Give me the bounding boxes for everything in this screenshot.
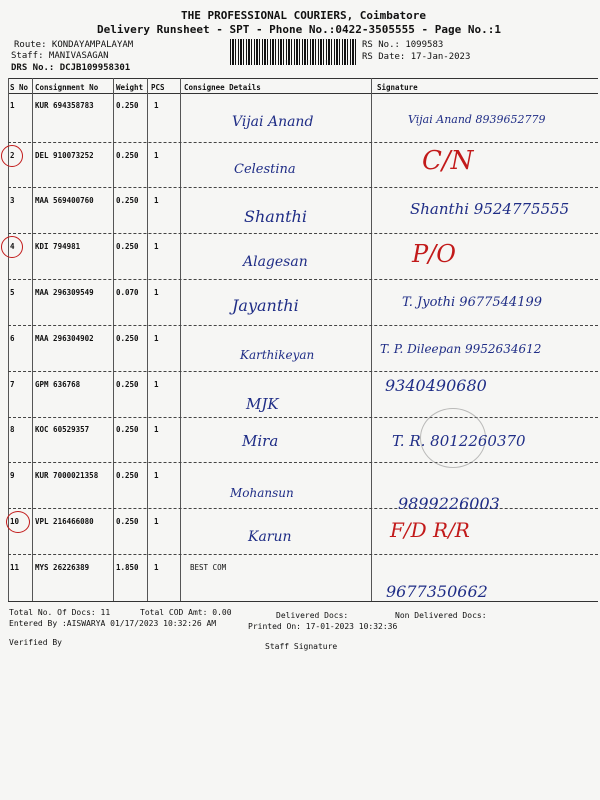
row-consignment-no: MAA 296304902 [35,334,94,343]
row-weight: 0.250 [116,471,139,480]
row-sno: 6 [10,334,15,343]
row-consignee: Karthikeyan [240,348,315,362]
row-signature: 9340490680 [385,376,487,395]
row-sno: 5 [10,288,15,297]
row-weight: 0.250 [116,425,139,434]
printed-on: Printed On: 17-01-2023 10:32:36 [248,622,398,631]
row-signature: C/N [422,146,474,176]
row-separator [8,508,598,509]
row-pcs: 1 [154,334,159,343]
row-signature: T. P. Dileepan 9952634612 [380,342,542,356]
row-pcs: 1 [154,517,159,526]
row-weight: 1.850 [116,563,139,572]
row-consignee: Celestina [234,162,296,177]
col-divider [32,78,33,601]
row-pcs: 1 [154,563,159,572]
row-separator [8,142,598,143]
verified-by: Verified By [9,638,62,647]
row-consignee: Mohansun [230,486,294,500]
row-consignment-no: MAA 569400760 [35,196,94,205]
col-header-weight: Weight [116,83,144,92]
row-consignee: BEST COM [190,563,227,572]
row-consignee: Karun [248,529,292,545]
row-consignee: Vijai Anand [232,114,314,130]
row-consignment-no: KDI 794981 [35,242,81,251]
entered-by: Entered By :AISWARYA 01/17/2023 10:32:26 AM [9,619,217,628]
row-pcs: 1 [154,151,159,160]
row-sno: 1 [10,101,15,110]
row-weight: 0.070 [116,288,139,297]
col-divider [147,78,148,601]
row-signature: 9899226003 [398,494,500,513]
row-consignment-no: DEL 910073252 [35,151,94,160]
row-signature: Vijai Anand 8939652779 [408,113,546,126]
row-sno: 9 [10,471,15,480]
non-delivered-docs: Non Delivered Docs: [395,611,487,620]
total-docs: Total No. Of Docs: 11 [9,608,111,617]
rs-date: RS Date: 17-Jan-2023 [362,52,471,62]
table-bottom-rule [8,601,598,602]
col-header-signature: Signature [377,83,418,92]
total-cod-amount: Total COD Amt: 0.00 [140,608,232,617]
row-separator [8,279,598,280]
route-label: Route: KONDAYAMPALAYAM [14,40,134,50]
row-consignee: Alagesan [243,254,308,270]
row-separator [8,371,598,372]
row-consignment-no: GPM 636768 [35,380,81,389]
col-divider [180,78,181,601]
col-divider [371,78,372,601]
row-pcs: 1 [154,425,159,434]
row-sno: 2 [10,151,15,160]
table-top-rule [8,78,598,79]
row-pcs: 1 [154,196,159,205]
row-consignment-no: KUR 694358783 [35,101,94,110]
row-sno: 11 [10,563,20,572]
row-consignee: Mira [242,432,279,450]
col-header-consignment: Consignment No [35,83,99,92]
row-weight: 0.250 [116,517,139,526]
rs-number: RS No.: 1099583 [362,40,444,50]
row-pcs: 1 [154,471,159,480]
table-header-rule [8,93,598,94]
row-consignee: Jayanthi [232,296,299,315]
row-consignee: MJK [246,395,279,413]
row-weight: 0.250 [116,101,139,110]
row-separator [8,554,598,555]
staff-signature-label: Staff Signature [265,642,338,651]
staff-label: Staff: MANIVASAGAN [11,51,109,61]
row-weight: 0.250 [116,151,139,160]
col-header-sno: S No [10,83,29,92]
company-name: THE PROFESSIONAL COURIERS, Coimbatore [181,9,427,22]
row-consignment-no: MYS 26226389 [35,563,90,572]
col-header-consignee: Consignee Details [184,83,261,92]
row-separator [8,233,598,234]
row-consignment-no: KUR 7000021358 [35,471,99,480]
row-weight: 0.250 [116,242,139,251]
row-consignment-no: VPL 216466080 [35,517,94,526]
row-pcs: 1 [154,242,159,251]
row-sno: 4 [10,242,15,251]
row-pcs: 1 [154,288,159,297]
col-divider [113,78,114,601]
row-separator [8,325,598,326]
row-sno: 8 [10,425,15,434]
col-header-pcs: PCS [151,83,165,92]
row-weight: 0.250 [116,196,139,205]
row-signature: T. Jyothi 9677544199 [402,295,543,310]
row-pcs: 1 [154,380,159,389]
row-weight: 0.250 [116,334,139,343]
row-signature: Shanthi 9524775555 [410,200,570,218]
delivered-docs: Delivered Docs: [276,611,349,620]
row-sno: 3 [10,196,15,205]
row-signature: T. R. 8012260370 [392,432,526,450]
row-signature: 9677350662 [386,582,488,601]
barcode [230,39,358,65]
row-sno: 7 [10,380,15,389]
drs-number: DRS No.: DCJB109958301 [11,63,131,73]
row-sno: 10 [10,517,20,526]
row-consignment-no: KOC 60529357 [35,425,90,434]
row-weight: 0.250 [116,380,139,389]
row-separator [8,417,598,418]
row-signature: F/D R/R [390,518,470,542]
row-consignee: Shanthi [244,207,307,226]
row-signature: P/O [412,240,456,268]
row-separator [8,462,598,463]
row-separator [8,187,598,188]
runsheet-title: Delivery Runsheet - SPT - Phone No.:0422-3505555 - Page No.:1 [97,23,501,36]
row-pcs: 1 [154,101,159,110]
row-consignment-no: MAA 296309549 [35,288,94,297]
